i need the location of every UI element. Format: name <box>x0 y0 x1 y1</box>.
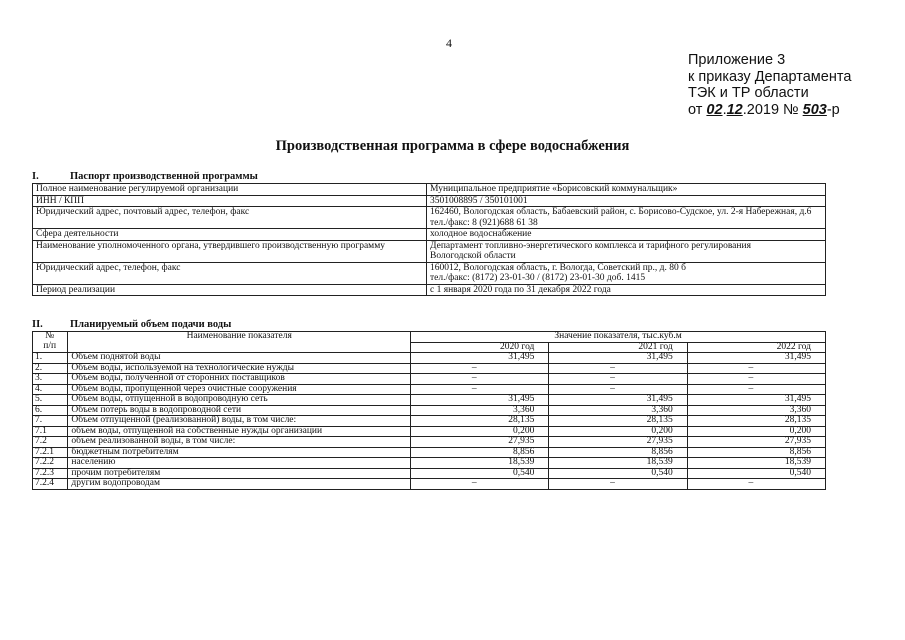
row-value-2020: 18,539 <box>411 458 549 469</box>
row-value-2020: 31,495 <box>411 395 549 406</box>
section-1-heading <box>32 171 258 182</box>
row-value-2020: 28,135 <box>411 416 549 427</box>
header-value-group: Значение показателя, тыс.куб.м <box>411 332 826 343</box>
row-value-2022: 18,539 <box>687 458 825 469</box>
passport-row <box>33 229 826 241</box>
section-2-number: II. <box>32 319 43 330</box>
row-value-2020: – <box>411 363 549 374</box>
passport-value-line1: 162460, Вологодская область, Бабаевский район, с. Борисово-Судское, ул. 2-я Набережная, д.6 <box>430 207 812 217</box>
row-indicator: бюджетным потребителям <box>68 447 411 458</box>
row-number: 7.2.2 <box>33 458 68 469</box>
section-1-title: Паспорт производственной программы <box>70 171 258 182</box>
handwritten-month: 12 <box>726 101 743 118</box>
header-row-1 <box>33 332 826 343</box>
row-indicator: другим водопроводам <box>68 479 411 490</box>
row-number: 7.2.3 <box>33 468 68 479</box>
row-indicator: Объем воды, отпущенной в водопроводную сеть <box>68 395 411 406</box>
row-value-2021: – <box>549 363 687 374</box>
passport-row <box>33 184 826 196</box>
passport-row <box>33 207 826 229</box>
row-value-2020: 0,540 <box>411 468 549 479</box>
date-sep: . <box>722 101 727 118</box>
row-value-2020: 0,200 <box>411 426 549 437</box>
row-number: 1. <box>33 353 68 364</box>
volume-row <box>33 458 826 469</box>
section-2-title: Планируемый объем подачи воды <box>70 319 232 330</box>
passport-value <box>427 229 826 241</box>
row-value-2022: 8,856 <box>687 447 825 458</box>
volume-row <box>33 374 826 385</box>
passport-value <box>427 207 826 229</box>
appendix-date-line <box>688 102 851 119</box>
row-value-2021: – <box>549 479 687 490</box>
date-year: .2019 № <box>742 101 803 118</box>
row-indicator: прочим потребителям <box>68 468 411 479</box>
passport-value <box>427 284 826 296</box>
volume-row <box>33 353 826 364</box>
passport-table <box>32 183 826 296</box>
passport-key: Юридический адрес, почтовый адрес, телефон, факс <box>33 207 427 229</box>
volume-row <box>33 447 826 458</box>
passport-value <box>427 240 826 262</box>
date-prefix: от <box>688 101 707 118</box>
passport-value-line1: холодное водоснабжение <box>430 229 532 239</box>
row-value-2022: 28,135 <box>687 416 825 427</box>
passport-value-line2: Вологодской области <box>430 251 516 261</box>
row-value-2020: 8,856 <box>411 447 549 458</box>
passport-value <box>427 195 826 207</box>
row-value-2022: – <box>687 363 825 374</box>
row-value-2021: 31,495 <box>549 353 687 364</box>
row-value-2020: 27,935 <box>411 437 549 448</box>
row-indicator: Объем воды, полученной от сторонних поставщиков <box>68 374 411 385</box>
handwritten-order-number: 503 <box>802 101 827 118</box>
header-year-2020: 2020 год <box>411 342 549 353</box>
row-indicator: Объем отпущенной (реализованной) воды, в том числе: <box>68 416 411 427</box>
row-value-2021: 27,935 <box>549 437 687 448</box>
passport-row <box>33 262 826 284</box>
header-num <box>33 332 68 353</box>
passport-value-line1: 3501008895 / 350101001 <box>430 195 528 206</box>
page-number: 4 <box>446 36 452 50</box>
row-indicator: Объем потерь воды в водопроводной сети <box>68 405 411 416</box>
row-value-2021: 31,495 <box>549 395 687 406</box>
row-value-2022: 31,495 <box>687 395 825 406</box>
row-number: 7. <box>33 416 68 427</box>
passport-key: Период реализации <box>33 284 427 296</box>
volume-row <box>33 363 826 374</box>
passport-row <box>33 195 826 207</box>
row-value-2022: 31,495 <box>687 353 825 364</box>
passport-value <box>427 184 826 196</box>
passport-row <box>33 284 826 296</box>
header-num-line2: п/п <box>43 340 57 351</box>
row-value-2022: – <box>687 384 825 395</box>
passport-value-line1: 160012, Вологодская область, г. Вологда, Советский пр., д. 80 б <box>430 262 686 273</box>
order-suffix: -р <box>826 101 840 118</box>
passport-key: Наименование уполномоченного органа, утвердившего производственную программу <box>33 240 427 262</box>
row-value-2020: – <box>411 479 549 490</box>
row-number: 5. <box>33 395 68 406</box>
passport-value-line2: тел./факс: 8 (921)688 61 38 <box>430 217 538 228</box>
section-1-number: I. <box>32 171 39 182</box>
water-volume-table <box>32 331 826 490</box>
header-year-2021: 2021 год <box>549 342 687 353</box>
row-number: 7.2 <box>33 437 68 448</box>
row-value-2021: 8,856 <box>549 447 687 458</box>
row-value-2021: – <box>549 384 687 395</box>
volume-row <box>33 437 826 448</box>
row-value-2020: 3,360 <box>411 405 549 416</box>
row-number: 7.2.1 <box>33 447 68 458</box>
passport-key: Юридический адрес, телефон, факс <box>33 262 427 284</box>
row-indicator: Объем воды, используемой на технологические нужды <box>68 363 411 374</box>
volume-row <box>33 405 826 416</box>
passport-key: Полное наименование регулируемой организации <box>33 184 427 196</box>
volume-row <box>33 384 826 395</box>
appendix-line-2: к приказу Департамента <box>688 68 852 85</box>
volume-row <box>33 395 826 406</box>
passport-key: ИНН / КПП <box>33 195 427 207</box>
passport-value <box>427 262 826 284</box>
row-number: 4. <box>33 384 68 395</box>
row-value-2020: – <box>411 384 549 395</box>
header-indicator-name: Наименование показателя <box>68 332 411 353</box>
volume-row <box>33 426 826 437</box>
document-title: Производственная программа в сфере водоснабжения <box>275 138 630 154</box>
row-value-2022: 27,935 <box>687 437 825 448</box>
row-indicator: объем реализованной воды, в том числе: <box>68 437 411 448</box>
row-number: 7.1 <box>33 426 68 437</box>
passport-row <box>33 240 826 262</box>
row-indicator: Объем воды, пропущенной через очистные сооружения <box>68 384 411 395</box>
row-value-2022: – <box>687 374 825 385</box>
row-number: 7.2.4 <box>33 479 68 490</box>
volume-row <box>33 468 826 479</box>
row-indicator: объем воды, отпущенной на собственные нужды организации <box>68 426 411 437</box>
row-value-2022: 0,200 <box>687 426 825 437</box>
row-number: 2. <box>33 363 68 374</box>
passport-value-line1: Муниципальное предприятие «Борисовский коммунальщик» <box>430 184 678 194</box>
passport-value-line1: Департамент топливно-энергетического комплекса и тарифного регулирования <box>430 240 751 251</box>
passport-key: Сфера деятельности <box>33 229 427 241</box>
row-value-2022: 0,540 <box>687 468 825 479</box>
section-2-heading <box>32 319 231 330</box>
row-value-2020: – <box>411 374 549 385</box>
row-indicator: Объем поднятой воды <box>68 353 411 364</box>
handwritten-day: 02 <box>706 101 723 118</box>
row-number: 3. <box>33 374 68 385</box>
volume-row <box>33 479 826 490</box>
row-value-2021: 0,540 <box>549 468 687 479</box>
row-value-2021: 0,200 <box>549 426 687 437</box>
row-value-2022: – <box>687 479 825 490</box>
passport-value-line1: с 1 января 2020 года по 31 декабря 2022 года <box>430 284 611 295</box>
row-value-2020: 31,495 <box>411 353 549 364</box>
volume-row <box>33 416 826 427</box>
header-year-2022: 2022 год <box>687 342 825 353</box>
row-number: 6. <box>33 405 68 416</box>
appendix-block <box>688 52 851 118</box>
row-value-2021: 18,539 <box>549 458 687 469</box>
appendix-line-1: Приложение 3 <box>688 52 786 68</box>
row-value-2021: 28,135 <box>549 416 687 427</box>
row-value-2021: – <box>549 374 687 385</box>
header-num-line1: № <box>45 331 55 341</box>
row-value-2022: 3,360 <box>687 405 825 416</box>
passport-value-line2: тел./факс: (8172) 23-01-30 / (8172) 23-01-30 доб. 1415 <box>430 273 646 283</box>
row-value-2021: 3,360 <box>549 405 687 416</box>
row-indicator: населению <box>68 458 411 469</box>
appendix-line-3: ТЭК и ТР области <box>688 85 809 101</box>
